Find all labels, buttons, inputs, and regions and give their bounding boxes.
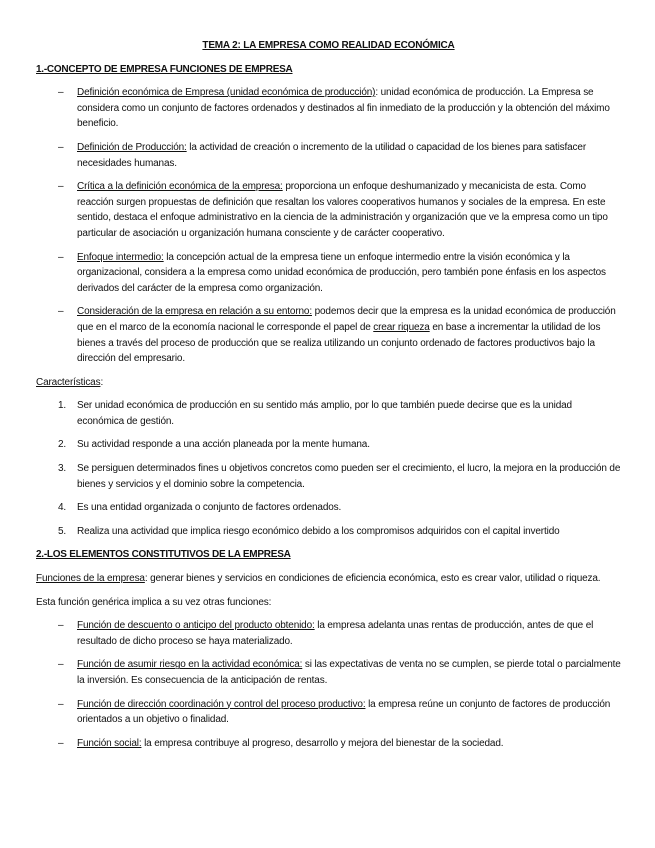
characteristics-label: Características xyxy=(36,376,101,388)
item-term: Crítica a la definición económica de la empresa: xyxy=(77,181,283,193)
item-text: la empresa contribuye al progreso, desarrollo y mejora del bienestar de la sociedad. xyxy=(144,737,504,749)
section-2-list xyxy=(36,618,621,751)
item-text: Se persiguen determinados fines u objetivos concretos como pueden ser el crecimiento, el lucro, la mejora en la producción de bienes y servicios y el dominio sobre la competencia. xyxy=(77,463,621,490)
dash-bullet: – xyxy=(58,620,64,632)
list-number: 4. xyxy=(58,502,67,514)
list-item xyxy=(36,437,621,453)
list-item xyxy=(36,500,621,516)
dash-bullet: – xyxy=(58,659,64,671)
dash-bullet: – xyxy=(58,141,64,153)
list-number: 2. xyxy=(58,439,67,451)
list-number: 5. xyxy=(58,525,67,537)
item-text: si las expectativas de venta no se cumplen, se pierde total o parcialmente la inversión. Es consecuencia de la anticipación de rentas. xyxy=(77,659,621,686)
item-text: proporciona un enfoque deshumanizado y mecanicista de esta. Como reacción surgen propuestas de definición que resaltan los valores cooperativos humanos y sociales de la empresa. En este sentido, destaca el enfoque administrativo en la ciencia de la administración y organización que ve la empresa como un tipo particular de asociación u organización humana consciente y de carácter cooperativo. xyxy=(77,181,608,239)
item-term: Consideración de la empresa en relación a su entorno: xyxy=(77,306,312,318)
list-item xyxy=(36,398,621,429)
item-text: en base a incrementar la utilidad de los bienes a través del proceso de producción que se realiza utilizando un conjunto ordenado de factores productivos bajo la dirección del empresario. xyxy=(77,321,601,365)
item-text: la concepción actual de la empresa tiene un enfoque intermedio entre la visión económica y la organizacional, considera a la empresa como unidad económica de producción, pero también pone énfasis en los aspectos derivados del carácter de la empresa como organización. xyxy=(77,251,606,294)
list-number: 3. xyxy=(58,463,67,475)
item-text: Realiza una actividad que implica riesgo económico debido a los compromisos adquiridos con el capital invertido xyxy=(77,525,560,537)
item-term: Función de asumir riesgo en la actividad económica: xyxy=(77,659,303,671)
underlined-phrase: crear riqueza xyxy=(373,321,430,333)
list-number: 1. xyxy=(58,400,67,412)
dash-bullet: – xyxy=(58,698,64,710)
item-term: Enfoque intermedio: xyxy=(77,251,164,263)
dash-bullet: – xyxy=(58,737,64,749)
section-1-list xyxy=(36,85,621,367)
list-item xyxy=(36,657,621,688)
item-separator: : xyxy=(375,87,381,99)
document-page xyxy=(36,38,621,759)
dash-bullet: – xyxy=(58,306,64,318)
item-text: Ser unidad económica de producción en su sentido más amplio, por lo que también puede decirse que es la unidad económica de gestión. xyxy=(77,400,572,427)
item-term: Función de descuento o anticipo del producto obtenido: xyxy=(77,620,315,632)
item-text: Es una entidad organizada o conjunto de factores ordenados. xyxy=(77,502,342,514)
dash-bullet: – xyxy=(58,251,64,263)
item-text: unidad económica de producción. La Empresa se considera como un conjunto de factores ordenados y destinados al fin inmediato de la producción y la obtención del máximo beneficio. xyxy=(77,87,610,130)
list-item xyxy=(36,250,621,297)
item-text: Su actividad responde a una acción planeada por la mente humana. xyxy=(77,439,370,451)
item-text: la empresa adelanta unas rentas de producción, antes de que el resultado de dicho proceso se haya materializado. xyxy=(77,620,594,647)
item-term: Definición de Producción: xyxy=(77,141,187,153)
functions-label: Funciones de la empresa xyxy=(36,573,145,585)
dash-bullet: – xyxy=(58,87,64,99)
list-item xyxy=(36,85,621,132)
item-text: podemos decir que la empresa es la unidad económica de producción que en el marco de la economía nacional le corresponde el papel de xyxy=(77,306,616,333)
dash-bullet: – xyxy=(58,181,64,193)
section-1-heading: 1.-CONCEPTO DE EMPRESA FUNCIONES DE EMPRESA xyxy=(36,63,293,75)
characteristics-colon: : xyxy=(100,376,104,388)
characteristics-list xyxy=(36,398,621,539)
section-2-heading: 2.-LOS ELEMENTOS CONSTITUTIVOS DE LA EMPRESA xyxy=(36,549,291,561)
item-text: la empresa reúne un conjunto de factores de producción orientados a un objetivo o finalidad. xyxy=(77,698,611,726)
item-term: Función social: xyxy=(77,737,142,749)
list-item xyxy=(36,140,621,171)
document-title: TEMA 2: LA EMPRESA COMO REALIDAD ECONÓMICA xyxy=(202,40,455,51)
functions-intro: Esta función genérica implica a su vez otras funciones: xyxy=(36,596,272,608)
item-term: Definición económica de Empresa (unidad económica de producción) xyxy=(77,87,376,99)
list-item xyxy=(36,524,621,540)
functions-text: : generar bienes y servicios en condiciones de eficiencia económica, esto es crear valor, utilidad o riqueza. xyxy=(144,573,601,585)
item-term: Función de dirección coordinación y control del proceso productivo: xyxy=(77,698,366,710)
list-item xyxy=(36,304,621,366)
list-item xyxy=(36,461,621,492)
list-item xyxy=(36,736,621,752)
list-item xyxy=(36,697,621,728)
list-item xyxy=(36,179,621,241)
functions-paragraph xyxy=(36,571,621,587)
item-text: la actividad de creación o incremento de la utilidad o capacidad de los bienes para satisfacer necesidades humanas. xyxy=(77,141,587,169)
characteristics-heading xyxy=(36,375,621,391)
list-item xyxy=(36,618,621,649)
